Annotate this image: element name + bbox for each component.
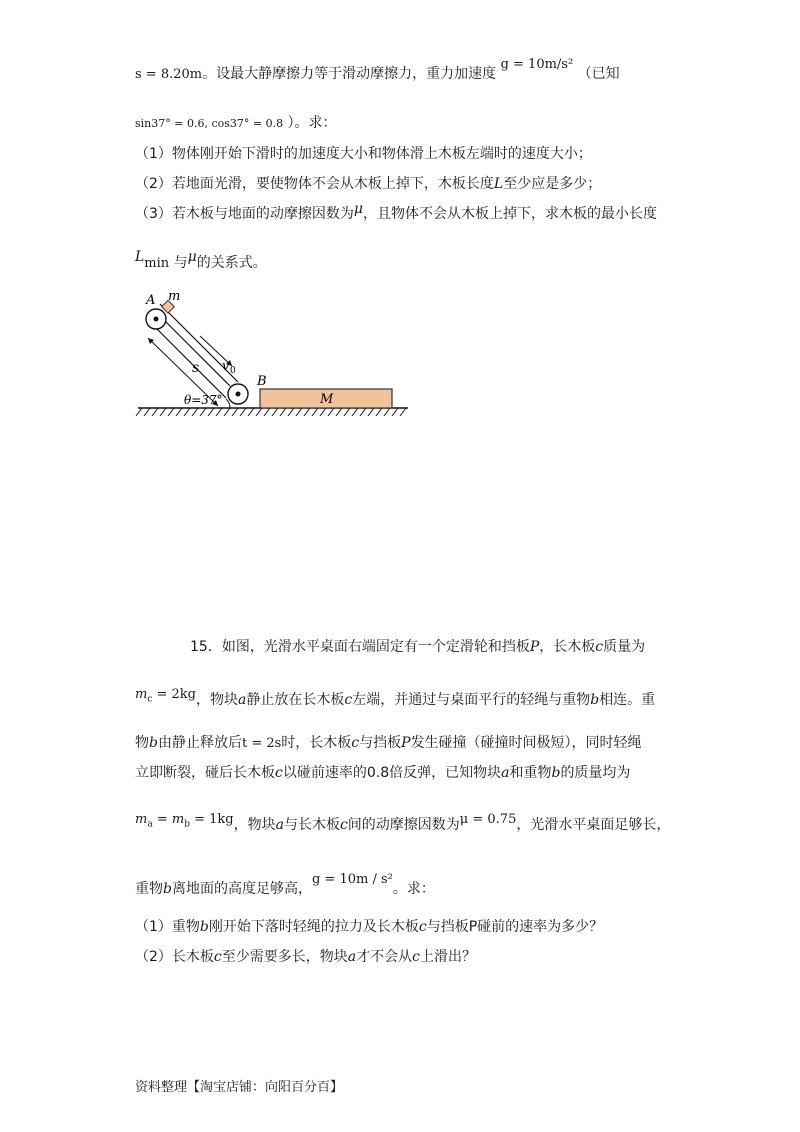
var-b: b [163,881,172,897]
q14-sub-3 [135,201,658,224]
label-B: B [257,374,267,389]
q15-text: 以碰前速率的0.8倍反弹，已知物块 [282,765,502,781]
q14-text: 。设最大静摩擦力等于滑动摩擦力，重力加速度 [202,66,497,82]
var-c: c [595,639,604,655]
label-m: m [168,290,181,304]
var-L: L [493,176,504,192]
q15-line-3 [135,733,642,754]
var-b: b [551,765,561,781]
label-s: s [192,360,200,376]
g-equation: g = 10m/s² [500,57,574,72]
q14-sub-2-text: （2）若地面光滑，要使物体不会从木板上掉下，木板长度 [135,176,494,192]
q15-text: 间的动摩擦因数为 [347,817,460,833]
q14-last-text: 与 [173,255,188,271]
var-a: a [501,765,510,781]
q15-text: 由静止释放后 [157,735,242,751]
var-c: c [213,949,222,965]
label-v0: v [222,359,230,374]
q14-last-text-end: 的关系式。 [196,255,267,271]
q14-sub-3-text: （3）若木板与地面的动摩擦因数为 [135,206,354,222]
q14-sub-2-text-end: 至少应是多少； [503,176,602,192]
q15-text: ，物块 [196,692,239,708]
q14-last-line [135,249,267,278]
q15-text: 与长木板 [283,817,340,833]
trig-values: sin37° = 0.6, cos37° = 0.8 [135,117,284,130]
q15-text: 。求： [392,881,435,897]
q15-line-4 [135,763,630,783]
var-P: P [401,735,411,751]
q15-text: 重物 [135,881,163,897]
q15-sub-1-text: 刚开始下落时轻绳的拉力及长木板 [208,919,419,935]
q15-sub-2 [135,947,476,967]
var-Lmin-sub: min [144,255,170,271]
q15-line-5 [135,812,671,841]
q15-text: 的质量均为 [560,765,631,781]
q14-line-2 [135,113,337,134]
q15-text: 质量为 [603,639,646,655]
q14-sub-3-text-end: ，且物体不会从木板上掉下，求木板的最小长度 [363,206,658,222]
q14-sub-2 [135,174,601,194]
var-b: b [149,735,158,751]
var-c: c [418,919,427,935]
label-M: M [320,392,334,407]
q15-sub-2-text: 上滑出？ [419,949,476,965]
q15-line-2 [135,687,656,716]
q14-sub-1-text: （1）物体刚开始下滑时的加速度大小和物体滑上木板左端时的速度大小； [135,146,592,162]
q15-text: 与挡板 [359,735,402,751]
label-v0-sub: 0 [230,366,236,376]
var-a: a [347,949,357,965]
var-Lmin: L [135,249,145,265]
var-c: c [344,692,353,708]
var-c: c [339,817,348,833]
q14-line-1 [135,57,620,85]
q15-text: 物 [135,735,149,751]
q15-text: 左端，并通过与桌面平行的轻绳与重物 [352,692,591,708]
q15-line-6 [135,872,435,900]
var-a: a [275,817,284,833]
label-A: A [146,293,156,308]
q15-text: 相连。重 [599,692,656,708]
var-mb-sub: b [184,819,190,830]
var-mb: = m [152,812,185,827]
incline-figure [130,290,420,420]
q15-text: ，物块 [233,817,276,833]
q15-text: 时，长木板 [281,735,352,751]
var-ma-sub: a [147,819,153,830]
q15-sub-2-text: 才不会从 [356,949,413,965]
q15-sub-1 [135,917,603,937]
q14-sub-1 [135,144,592,164]
var-mc-sub: c [147,694,153,705]
var-mu: μ [353,201,364,217]
mu-equation: μ = 0.75 [459,812,517,827]
q14-text: （已知 [577,66,620,82]
var-mc: m [135,687,148,702]
g-equation-2: g = 10m / s² [311,872,393,887]
q15-text: 离地面的高度足够高， [171,881,312,897]
var-P: P [529,639,540,655]
q15-sub-2-text: 至少需要多长，物块 [221,949,348,965]
var-mu-2: μ [187,249,197,265]
q15-sub-2-text: （2）长木板 [135,949,214,965]
var-b: b [590,692,600,708]
label-theta: θ=37° [184,393,223,407]
var-c: c [275,765,283,781]
var-c: c [351,735,360,751]
q15-sub-1-text: （1）重物 [135,919,200,935]
q15-text: 和重物 [509,765,552,781]
q15-text: 15．如图，光滑水平桌面右端固定有一个定滑轮和挡板 [190,639,530,655]
var-ma: m [135,812,148,827]
var-b: b [199,919,209,935]
s-equation: s = 8.20m [135,67,203,82]
q15-text: ，光滑水平桌面足够长， [516,817,671,833]
mass-value: = 1kg [189,812,234,827]
q15-line-1 [190,637,645,657]
q15-text: 立即断裂，碰后长木板 [135,765,275,781]
time-equation: t = 2s [241,736,282,751]
q15-sub-1-text: 与挡板P碰前的速率为多少？ [426,919,604,935]
q15-text: 静止放在长木板 [246,692,345,708]
q15-text: 发生碰撞（碰撞时间极短），同时轻绳 [410,735,642,751]
footer-source: 资料整理【淘宝店铺：向阳百分百】 [135,1080,344,1095]
mc-value: = 2kg [152,687,197,702]
q14-text: ）。求： [287,115,337,131]
var-c: c [412,949,420,965]
q15-text: ，长木板 [539,639,596,655]
var-a: a [238,692,247,708]
